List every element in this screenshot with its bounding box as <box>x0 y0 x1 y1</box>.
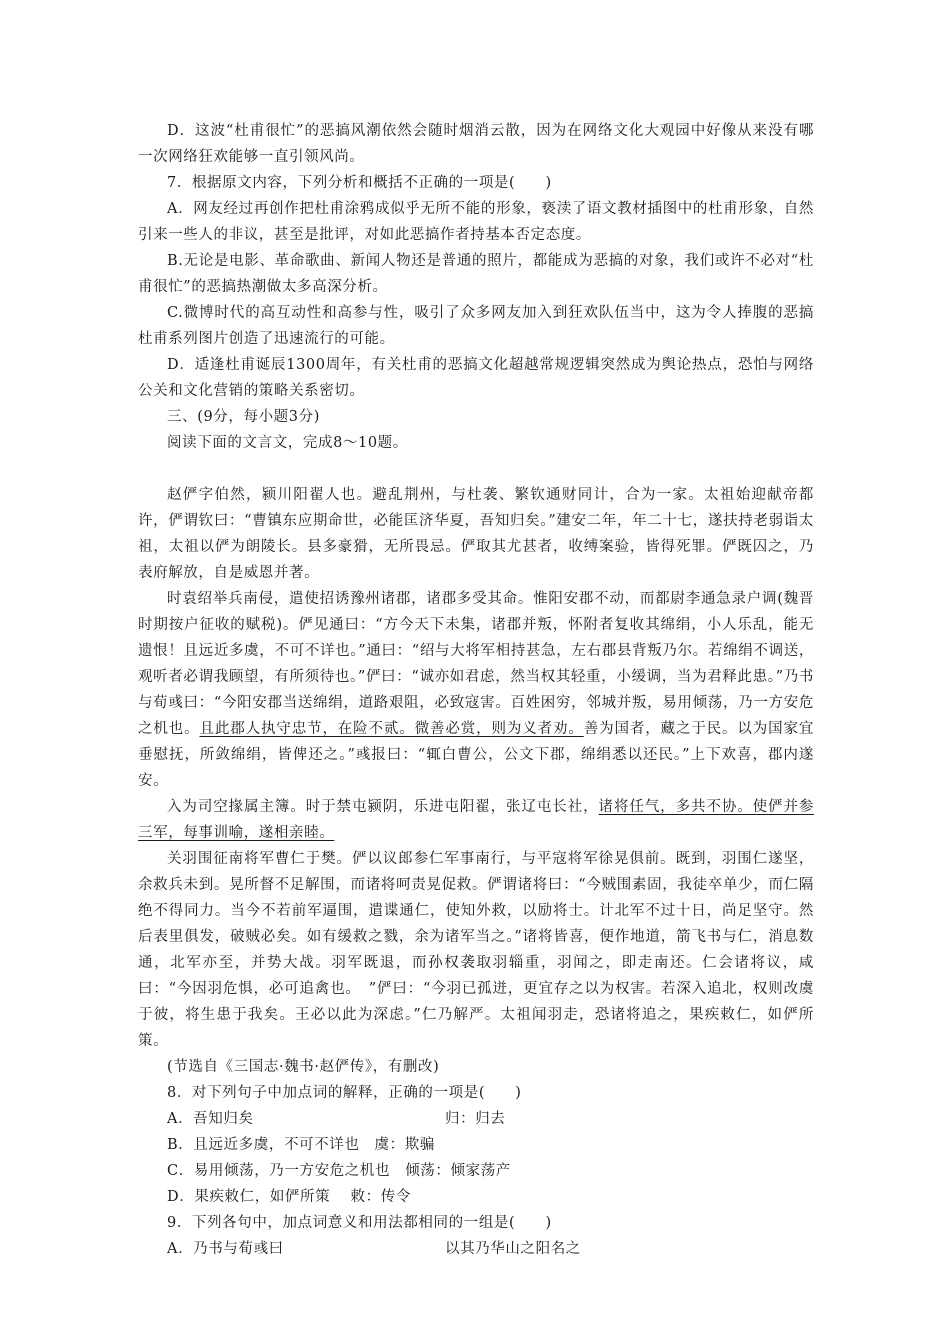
q8-option-c: C．易用倾荡，乃一方安危之机也 倾荡：倾家荡产 <box>167 1163 511 1179</box>
q8-stem: 8．对下列句子中加点词的解释，正确的一项是( ) <box>167 1085 522 1101</box>
passage-paragraph-4: 关羽围征南将军曹仁于樊。俨以议郎参仁军事南行，与平寇将军徐晃俱前。既到，羽围仁遂坚，余救兵未到。晃所督不足解围，而诸将呵责晃促救。俨谓诸将曰：“今贼围素固，我徒卒单少，而仁隔绝不得同力。当今不若前军逼围，遣谍通仁，使知外救，以励将士。计北军不过十日，尚足坚守。然后表里俱发，破贼必矣。如有缓救之戮，余为诸军当之。”诸将皆喜，便作地道，箭飞书与仁，消息数通，北军亦至，并势大战。羽军既退，而孙权袭取羽辎重，羽闻之，即走南还。仁会诸将议，咸曰：“今因羽危惧，必可追禽也。 ”俨曰：“今羽已孤迸，更宜存之以为权害。若深入追北，权则改虞于彼，将生患于我矣。王必以此为深虑。”仁乃解严。太祖闻羽走，恐诸将追之，果疾敕仁，如俨所策。 <box>138 851 814 1049</box>
q7-stem: 7．根据原文内容，下列分析和概括不正确的一项是( ) <box>167 175 552 191</box>
q9-option-a-right: 以其乃华山之阳名之 <box>445 1241 581 1257</box>
q7-option-b: B.无论是电影、革命歌曲、新闻人物还是普通的照片，都能成为恶搞的对象，我们或许不必对“杜甫很忙”的恶搞热潮做太多高深分析。 <box>138 253 814 295</box>
passage-p2-part-c: 善为国者，藏之于民。以为国家宜垂慰抚，所敛绵绢，皆俾还之。”彧报曰：“辄白曹公，公文下郡，绵绢悉以还民。”上下欢喜，郡内遂安。 <box>138 721 815 789</box>
q8-option-b: B．且远近多虞，不可不详也 虞：欺骗 <box>167 1137 435 1153</box>
passage-p3-part-a: 入为司空掾属主簿。时于禁屯颍阴，乐进屯阳翟，张辽屯长社， <box>167 799 599 815</box>
section-three-instruction: 阅读下面的文言文，完成8～10题。 <box>167 435 408 451</box>
q8-option-a <box>138 1106 814 1132</box>
q7-option-d: D．适逢杜甫诞辰1300周年，有关杜甫的恶搞文化超越常规逻辑突然成为舆论热点，恐怕与网络公关和文化营销的策略关系密切。 <box>138 357 814 399</box>
passage-source: (节选自《三国志·魏书·赵俨传》，有删改) <box>167 1059 440 1075</box>
section-three-title: 三、(9分，每小题3分) <box>167 409 320 425</box>
exam-page <box>138 118 814 1262</box>
q9-option-a <box>138 1236 814 1262</box>
q9-option-a-left: A．乃书与荀彧曰 <box>167 1241 284 1257</box>
underlined-sentence-1: 且此郡人执守忠节，在险不贰。微善必赏，则为义者劝。 <box>199 721 584 737</box>
q7-option-c: C.微博时代的高互动性和高参与性，吸引了众多网友加入到狂欢队伍当中，这为令人捧腹的恶搞杜甫系列图片创造了迅速流行的可能。 <box>138 305 814 347</box>
passage-p2-part-b: 乃书与荀彧曰：“今阳安郡当送绵绢，道路艰阻，必致寇害。百姓困穷，邻城并叛，易用倾荡，乃一方安危之机也。 <box>138 669 815 737</box>
spacer <box>138 456 814 482</box>
q8-option-a-gloss: 归：归去 <box>445 1111 506 1127</box>
q6-option-d: D．这波“杜甫很忙”的恶搞风潮依然会随时烟消云散，因为在网络文化大观园中好像从来没有哪一次网络狂欢能够一直引领风尚。 <box>138 123 814 165</box>
q7-option-a: A．网友经过再创作把杜甫涂鸦成似乎无所不能的形象，亵渎了语文教材插图中的杜甫形象，自然引来一些人的非议，甚至是批评，对如此恶搞作者持基本否定态度。 <box>138 201 814 243</box>
passage-paragraph-1: 赵俨字伯然，颍川阳翟人也。避乱荆州，与杜袭、繁钦通财同计，合为一家。太祖始迎献帝都许，俨谓钦曰：“曹镇东应期命世，必能匡济华夏，吾知归矣。”建安二年，年二十七，遂扶持老弱诣太祖，太祖以俨为朗陵长。县多豪猾，无所畏忌。俨取其尤甚者，收缚案验，皆得死罪。俨既囚之，乃表府解放，自是威恩并著。 <box>138 487 814 581</box>
q9-stem: 9．下列各句中，加点词意义和用法都相同的一组是( ) <box>167 1215 552 1231</box>
passage-paragraph-2 <box>138 586 814 794</box>
q8-option-a-sentence: A．吾知归矣 <box>167 1111 254 1127</box>
passage-p2-part-a: 时袁绍举兵南侵，遣使招诱豫州诸郡，诸郡多受其命。惟阳安郡不动，而都尉李通急录户调(魏晋时期按户征收的赋税)。俨见通曰：“方今天下未集，诸郡并叛，怀附者复收其绵绢，小人乐乱，能无遗恨！且远近多虞，不可不详也。”通曰：“绍与大将军相持甚急，左右郡县背叛乃尔。若绵绢不调送，观听者必谓我顾望，有所须待也。”俨曰：“诚亦如君虑，然当权其轻重，小缓调，当为君释此患。” <box>138 591 814 685</box>
passage-paragraph-3 <box>138 794 814 846</box>
underlined-sentence-2: 诸将任气，多共不协。使俨并参三军，每事训喻，遂相亲睦。 <box>138 799 814 841</box>
q8-option-d: D．果疾敕仁，如俨所策 敕：传令 <box>167 1189 411 1205</box>
